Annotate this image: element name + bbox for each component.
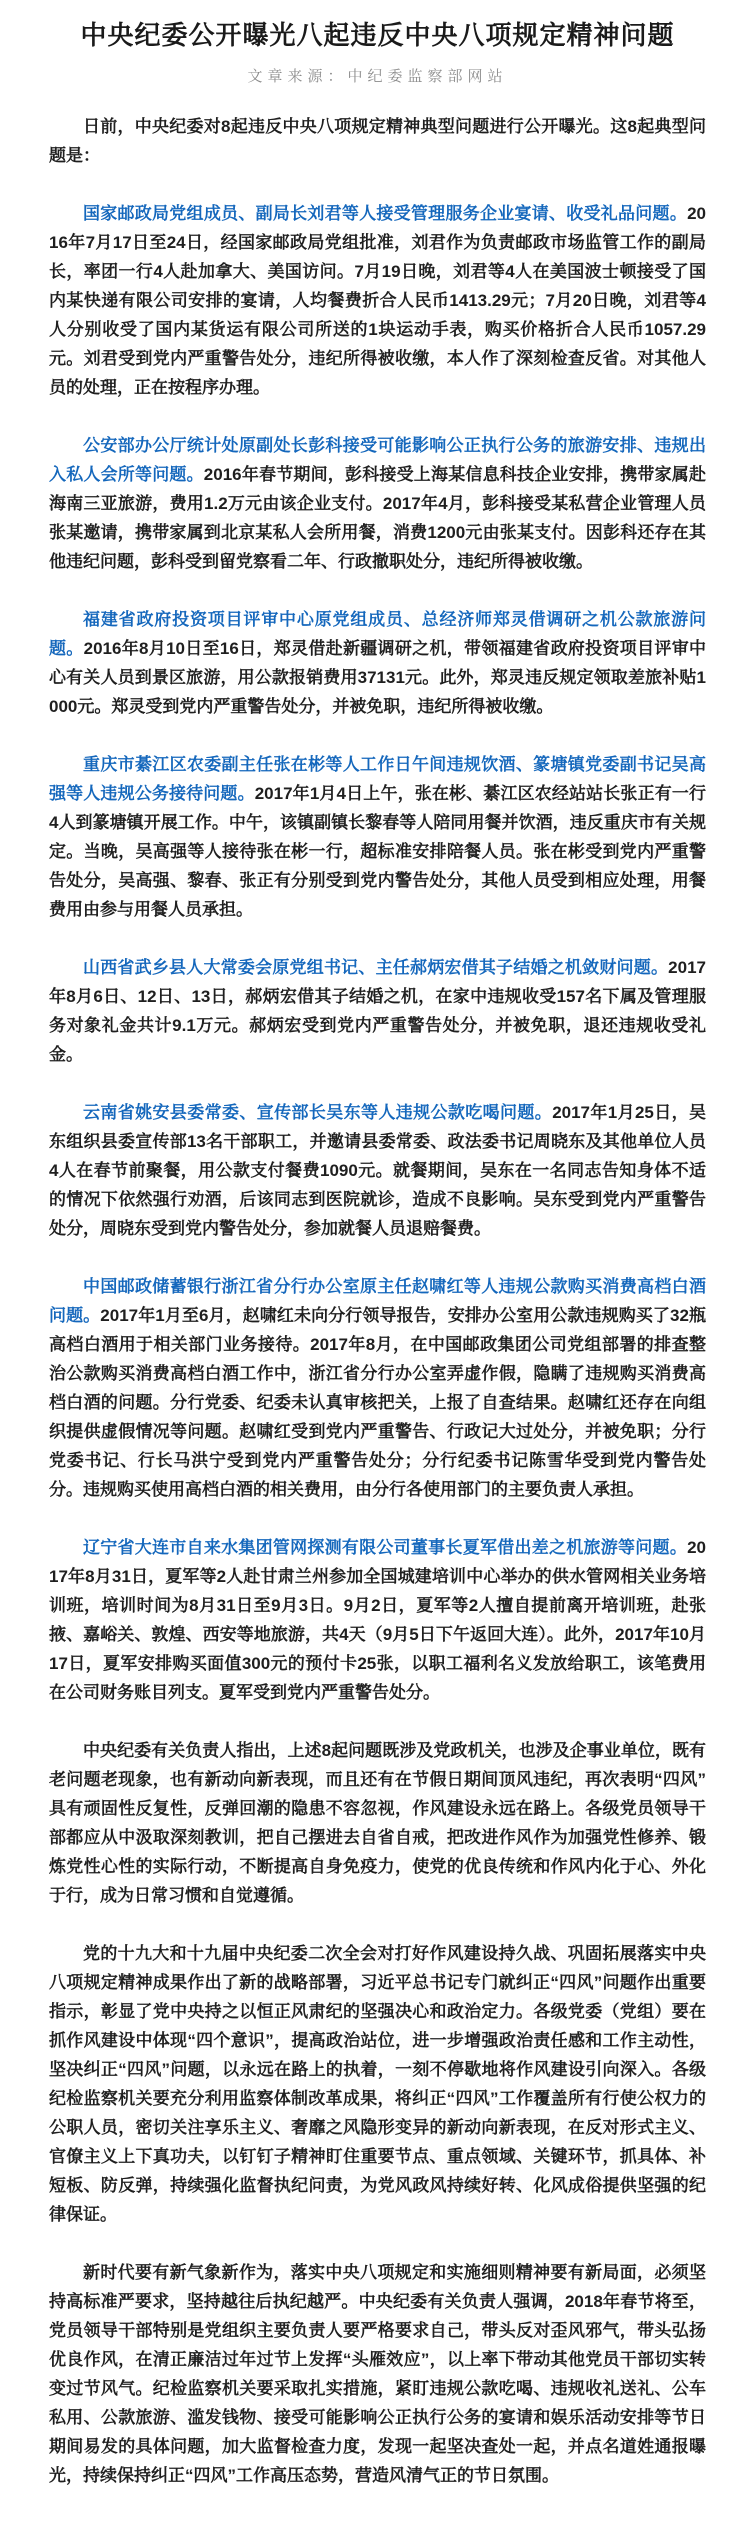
case-7-lead: 中国邮政储蓄银行浙江省分行办公室原主任赵啸红等人违规公款购买消费高档白酒问题。 <box>49 1277 706 1326</box>
closing-paragraph-3: 新时代要有新气象新作为，落实中央八项规定和实施细则精神要有新局面，必须坚持高标准严要求，坚持越往后执纪越严。中央纪委有关负责人强调，2018年春节将至，党员领导干部特别是党组织主要负责人要严格要求自己，带头反对歪风邪气，带头弘扬优良作风，在清正廉洁过年过节上发挥“头雁效应”，以上率下带动其他党员干部切实转变过节风气。纪检监察机关要采取扎实措施，紧盯违规公款吃喝、违规收礼送礼、公车私用、公款旅游、滥发钱物、接受可能影响公正执行公务的宴请和娱乐活动安排等节日期间易发的具体问题，加大监督检查力度，发现一起坚决查处一起，并点名道姓通报曝光，持续保持纠正“四风”工作高压态势，营造风清气正的节日氛围。 <box>49 2263 706 2486</box>
case-6-detail: 2017年1月25日，吴东组织县委宣传部13名干部职工，并邀请县委常委、政法委书记周晓东及其他单位人员4人在春节前聚餐，用公款支付餐费1090元。就餐期间，吴东在一名同志告知身体不适的情况下依然强行劝酒，后该同志到医院就诊，造成不良影响。吴东受到党内严重警告处分，周晓东受到党内警告处分，参加就餐人员退赔餐费。 <box>49 1103 707 1239</box>
case-2-lead: 公安部办公厅统计处原副处长彭科接受可能影响公正执行公务的旅游安排、违规出入私人会所等问题。 <box>49 436 706 485</box>
case-3-lead: 福建省政府投资项目评审中心原党组成员、总经济师郑灵借调研之机公款旅游问题。 <box>49 610 706 659</box>
article-source: 文章来源：中纪委监察部网站 <box>247 69 508 86</box>
article-body <box>49 112 706 2490</box>
case-4-lead: 重庆市綦江区农委副主任张在彬等人工作日午间违规饮酒、篆塘镇党委副书记吴高强等人违规公务接待问题。 <box>49 755 706 804</box>
case-4-detail: 2017年1月4日上午，张在彬、綦江区农经站站长张正有一行4人到篆塘镇开展工作。中午，该镇副镇长黎春等人陪同用餐并饮酒，违反重庆市有关规定。当晚，吴高强等人接待张在彬一行，超标准安排陪餐人员。张在彬受到党内严重警告处分，吴高强、黎春、张正有分别受到党内警告处分，其他人员受到相应处理，用餐费用由参与用餐人员承担。 <box>49 784 707 920</box>
case-paragraph-6 <box>49 1098 706 1243</box>
case-8-lead: 辽宁省大连市自来水集团管网探测有限公司董事长夏军借出差之机旅游等问题。 <box>83 1538 688 1558</box>
case-paragraph-3 <box>49 605 706 721</box>
case-5-detail: 2017年8月6日、12日、13日，郝炳宏借其子结婚之机，在家中违规收受157名下属及管理服务对象礼金共计9.1万元。郝炳宏受到党内严重警告处分，并被免职，退还违规收受礼金。 <box>49 958 706 1065</box>
closing-paragraph-2: 党的十九大和十九届中央纪委二次全会对打好作风建设持久战、巩固拓展落实中央八项规定精神成果作出了新的战略部署，习近平总书记专门就纠正“四风”问题作出重要指示，彰显了党中央持之以恒正风肃纪的坚强决心和政治定力。各级党委（党组）要在抓作风建设中体现“四个意识”，提高政治站位，进一步增强政治责任感和工作主动性，坚决纠正“四风”问题，以永远在路上的执着，一刻不停歇地将作风建设引向深入。各级纪检监察机关要充分利用监察体制改革成果，将纠正“四风”工作覆盖所有行使公权力的公职人员，密切关注享乐主义、奢靡之风隐形变异的新动向新表现，在反对形式主义、官僚主义上下真功夫，以钉钉子精神盯住重要节点、重点领域、关键环节，抓具体、补短板、防反弹，持续强化监督执纪问责，为党风政风持续好转、化风成俗提供坚强的纪律保证。 <box>49 1944 706 2225</box>
case-8-detail: 2017年8月31日，夏军等2人赴甘肃兰州参加全国城建培训中心举办的供水管网相关业务培训班，培训时间为8月31日至9月3日。9月2日，夏军等2人擅自提前离开培训班，赴张掖、嘉峪关、敦煌、西安等地旅游，共4天（9月5日下午返回大连）。此外，2017年10月17日，夏军安排购买面值300元的预付卡25张，以职工福利名义发放给职工，该笔费用在公司财务账目列支。夏军受到党内严重警告处分。 <box>49 1538 706 1703</box>
case-paragraph-8 <box>49 1533 706 1707</box>
case-6-lead: 云南省姚安县委常委、宣传部长吴东等人违规公款吃喝问题。 <box>83 1103 553 1123</box>
case-1-detail: 2016年7月17日至24日，经国家邮政局党组批准，刘君作为负责邮政市场监管工作的副局长，率团一行4人赴加拿大、美国访问。7月19日晚，刘君等4人在美国波士顿接受了国内某快递有限公司安排的宴请，人均餐费折合人民币1413.29元；7月20日晚，刘君等4人分别收受了国内某货运有限公司所送的1块运动手表，购买价格折合人民币1057.29元。刘君受到党内严重警告处分，违纪所得被收缴，本人作了深刻检查反省。对其他人员的处理，正在按程序办理。 <box>49 204 706 398</box>
intro-paragraph: 日前，中央纪委对8起违反中央八项规定精神典型问题进行公开曝光。这8起典型问题是： <box>49 117 706 166</box>
case-1-lead: 国家邮政局党组成员、副局长刘君等人接受管理服务企业宴请、收受礼品问题。 <box>83 204 688 224</box>
case-paragraph-7 <box>49 1272 706 1504</box>
closing-paragraph-1: 中央纪委有关负责人指出，上述8起问题既涉及党政机关，也涉及企事业单位，既有老问题老现象，也有新动向新表现，而且还有在节假日期间顶风违纪，再次表明“四风”具有顽固性反复性，反弹回潮的隐患不容忽视，作风建设永远在路上。各级党员领导干部都应从中汲取深刻教训，把自己摆进去自省自戒，把改进作风作为加强党性修养、锻炼党性心性的实际行动，不断提高自身免疫力，使党的优良传统和作风内化于心、外化于行，成为日常习惯和自觉遵循。 <box>49 1741 706 1906</box>
case-paragraph-1 <box>49 199 706 402</box>
case-paragraph-2 <box>49 431 706 576</box>
case-paragraph-4 <box>49 750 706 924</box>
case-2-detail: 2016年春节期间，彭科接受上海某信息科技企业安排，携带家属赴海南三亚旅游，费用1.2万元由该企业支付。2017年4月，彭科接受某私营企业管理人员张某邀请，携带家属到北京某私人会所用餐，消费1200元由张某支付。因彭科还存在其他违纪问题，彭科受到留党察看二年、行政撤职处分，违纪所得被收缴。 <box>49 465 706 572</box>
case-3-detail: 2016年8月10日至16日，郑灵借赴新疆调研之机，带领福建省政府投资项目评审中心有关人员到景区旅游，用公款报销费用37131元。此外，郑灵违反规定领取差旅补贴1000元。郑灵受到党内严重警告处分，并被免职，违纪所得被收缴。 <box>49 639 706 717</box>
article-title: 中央纪委公开曝光八起违反中央八项规定精神问题 <box>80 20 675 50</box>
case-5-lead: 山西省武乡县人大常委会原党组书记、主任郝炳宏借其子结婚之机敛财问题。 <box>83 958 669 978</box>
case-7-detail: 2017年1月至6月，赵啸红未向分行领导报告，安排办公室用公款违规购买了32瓶高档白酒用于相关部门业务接待。2017年8月，在中国邮政集团公司党组部署的排查整治公款购买消费高档白酒工作中，浙江省分行办公室弄虚作假，隐瞒了违规购买消费高档白酒的问题。分行党委、纪委未认真审核把关，上报了自查结果。赵啸红还存在向组织提供虚假情况等问题。赵啸红受到党内严重警告、行政记大过处分，并被免职；分行党委书记、行长马洪宁受到党内严重警告处分；分行纪委书记陈雪华受到党内警告处分。违规购买使用高档白酒的相关费用，由分行各使用部门的主要负责人承担。 <box>49 1306 707 1500</box>
case-paragraph-5 <box>49 953 706 1069</box>
